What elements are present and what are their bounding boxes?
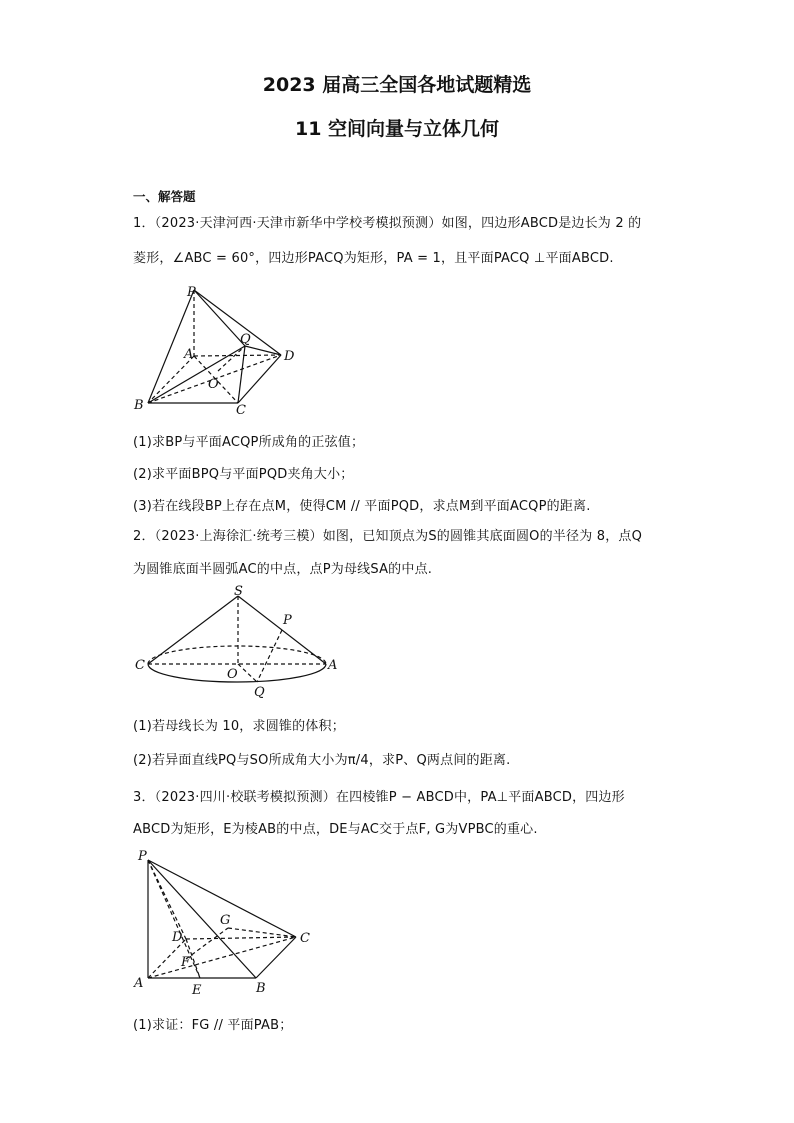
label-O: O bbox=[208, 377, 219, 392]
document-subtitle: 11 空间向量与立体几何 bbox=[294, 118, 500, 140]
problem-1-figure bbox=[128, 282, 308, 417]
problem-3-figure bbox=[128, 846, 318, 998]
problem-3-line-2: ABCD为矩形，E为棱AB的中点，DE与AC交于点F, G为VPBC的重心. bbox=[133, 822, 538, 837]
label-A: A bbox=[134, 976, 144, 991]
label-G: G bbox=[220, 913, 231, 928]
problem-1-line-2: 菱形，∠ABC = 60°，四边形PACQ为矩形，PA = 1，且平面PACQ ⊥平面ABCD. bbox=[133, 251, 614, 266]
section-heading: 一、解答题 bbox=[133, 189, 196, 204]
problem-1-line-1: 1．（2023·天津河西·天津市新华中学校考模拟预测）如图，四边形ABCD是边长为 2 的 bbox=[133, 216, 642, 231]
label-C: C bbox=[135, 658, 145, 673]
label-S: S bbox=[234, 584, 243, 599]
problem-1-part-1: (1)求BP与平面ACQP所成角的正弦值； bbox=[133, 435, 365, 450]
label-P: P bbox=[283, 613, 292, 628]
label-Q: Q bbox=[254, 685, 265, 700]
problem-2-line-1: 2．（2023·上海徐汇·统考三模）如图，已知顶点为S的圆锥其底面圆O的半径为 8，点Q bbox=[133, 529, 643, 544]
label-P: P bbox=[187, 285, 196, 300]
label-A: A bbox=[184, 347, 194, 362]
label-A: A bbox=[328, 658, 338, 673]
problem-2-line-2: 为圆锥底面半圆弧AC的中点，点P为母线SA的中点. bbox=[133, 562, 433, 577]
label-D: D bbox=[284, 349, 295, 364]
document-title: 2023 届高三全国各地试题精选 bbox=[262, 74, 532, 96]
problem-2-part-1: (1)若母线长为 10，求圆锥的体积； bbox=[133, 719, 345, 734]
label-O: O bbox=[227, 667, 238, 682]
problem-3-part-1: (1)求证：FG // 平面PAB； bbox=[133, 1018, 293, 1033]
problem-2-part-2: (2)若异面直线PQ与SO所成角大小为π/4，求P、Q两点间的距离. bbox=[133, 753, 511, 768]
label-C: C bbox=[236, 403, 246, 417]
label-F: F bbox=[181, 955, 191, 970]
label-P: P bbox=[138, 849, 147, 864]
problem-2-figure bbox=[130, 582, 345, 702]
label-E: E bbox=[192, 983, 202, 998]
problem-1-part-2: (2)求平面BPQ与平面PQD夹角大小； bbox=[133, 467, 354, 482]
label-B: B bbox=[256, 981, 266, 996]
problem-3-line-1: 3．（2023·四川·校联考模拟预测）在四棱锥P − ABCD中，PA⊥平面ABCD，四边形 bbox=[133, 790, 625, 805]
label-B: B bbox=[134, 398, 144, 413]
label-Q: Q bbox=[240, 332, 251, 347]
label-C: C bbox=[300, 931, 310, 946]
problem-1-part-3: (3)若在线段BP上存在点M，使得CM // 平面PQD，求点M到平面ACQP的距离. bbox=[133, 499, 591, 514]
label-D: D bbox=[172, 930, 183, 945]
